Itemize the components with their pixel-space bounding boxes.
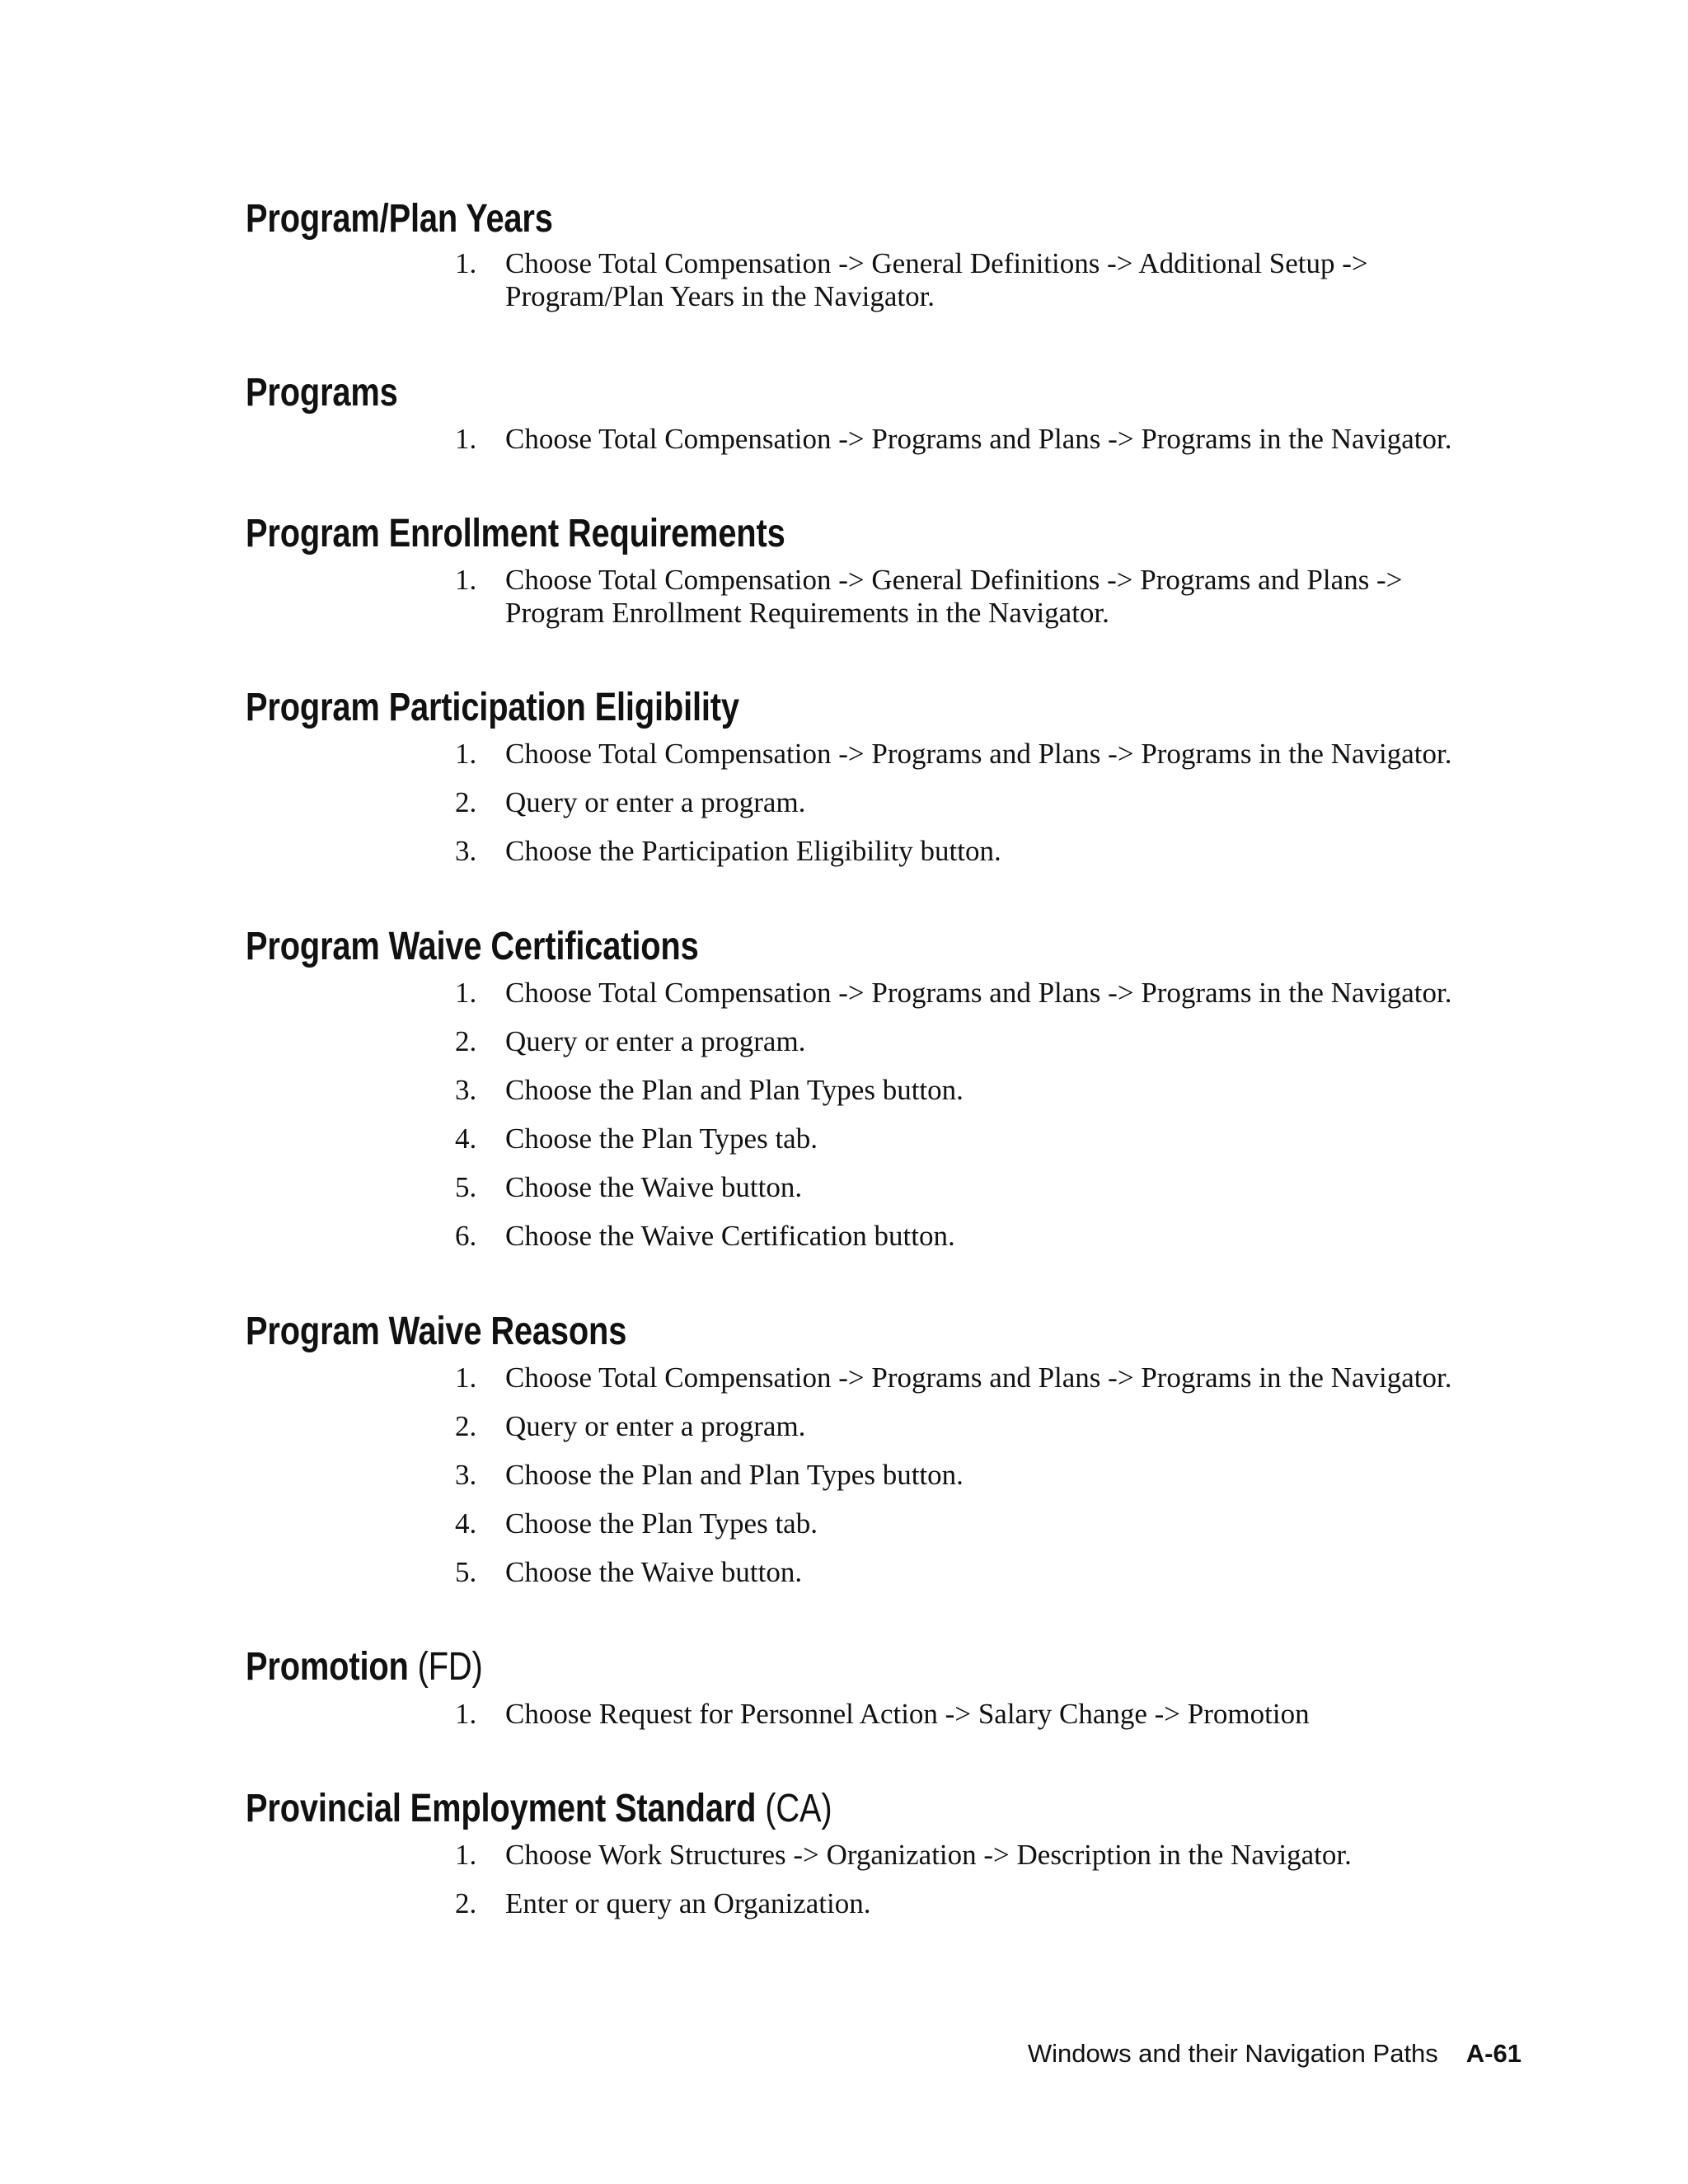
footer-label: Windows and their Navigation Paths [1027,2039,1438,2068]
step-text: Choose Total Compensation -> General Definitions -> Additional Setup -> Program/Plan Years in the Navigator. [505,247,1368,312]
page-number: A-61 [1465,2039,1522,2068]
step-number: 2. [455,1025,477,1057]
step-text: Choose the Plan Types tab. [505,1507,818,1540]
step-text: Choose the Waive Certification button. [505,1220,955,1252]
step-number: 2. [455,1410,477,1442]
step-number: 4. [455,1122,477,1155]
step-number: 5. [455,1171,477,1203]
step-text: Choose Total Compensation -> Programs and Plans -> Programs in the Navigator. [505,738,1452,770]
step-text: Choose the Participation Eligibility button. [505,835,1001,867]
step-number: 1. [455,738,477,770]
step-number: 1. [455,564,477,596]
step-text: Enter or query an Organization. [505,1887,871,1919]
step-text: Choose Work Structures -> Organization -> Description in the Navigator. [505,1839,1352,1871]
step-text: Query or enter a program. [505,1025,806,1057]
section-heading: Program Waive Reasons [246,1310,627,1353]
step-text: Choose Request for Personnel Action -> Salary Change -> Promotion [505,1698,1310,1730]
step-text: Choose Total Compensation -> Programs and Plans -> Programs in the Navigator. [505,1361,1452,1394]
step-number: 4. [455,1507,477,1540]
step-number: 1. [455,977,477,1009]
step-number: 3. [455,1074,477,1106]
step-text: Choose Total Compensation -> Programs and Plans -> Programs in the Navigator. [505,977,1452,1009]
section-heading: Program Enrollment Requirements [246,512,785,555]
section-heading: Programs [246,371,398,415]
step-text: Choose the Plan and Plan Types button. [505,1074,964,1106]
section-heading: Program/Plan Years [246,197,553,241]
step-text: Query or enter a program. [505,786,806,818]
step-number: 1. [455,1698,477,1730]
step-text: Query or enter a program. [505,1410,806,1442]
step-text: Choose the Waive button. [505,1171,803,1203]
step-number: 3. [455,1459,477,1491]
page-footer [1028,2037,1522,2070]
step-text: Choose Total Compensation -> Programs and Plans -> Programs in the Navigator. [505,423,1452,455]
step-number: 2. [455,786,477,818]
section-heading: Provincial Employment Standard (CA) [246,1787,832,1830]
section-heading: Program Participation Eligibility [246,686,739,729]
step-text: Choose Total Compensation -> General Definitions -> Programs and Plans -> Program Enrollment Requirements in the Navigator. [505,564,1403,629]
step-number: 3. [455,835,477,867]
step-text: Choose the Plan and Plan Types button. [505,1459,964,1491]
step-number: 1. [455,247,477,279]
step-number: 6. [455,1220,477,1252]
step-text: Choose the Waive button. [505,1556,803,1588]
step-number: 1. [455,1839,477,1871]
step-number: 5. [455,1556,477,1588]
step-number: 1. [455,423,477,455]
section-heading: Program Waive Certifications [246,925,699,968]
section-heading: Promotion (FD) [246,1645,483,1689]
step-number: 2. [455,1887,477,1919]
step-text: Choose the Plan Types tab. [505,1122,818,1155]
step-number: 1. [455,1361,477,1394]
